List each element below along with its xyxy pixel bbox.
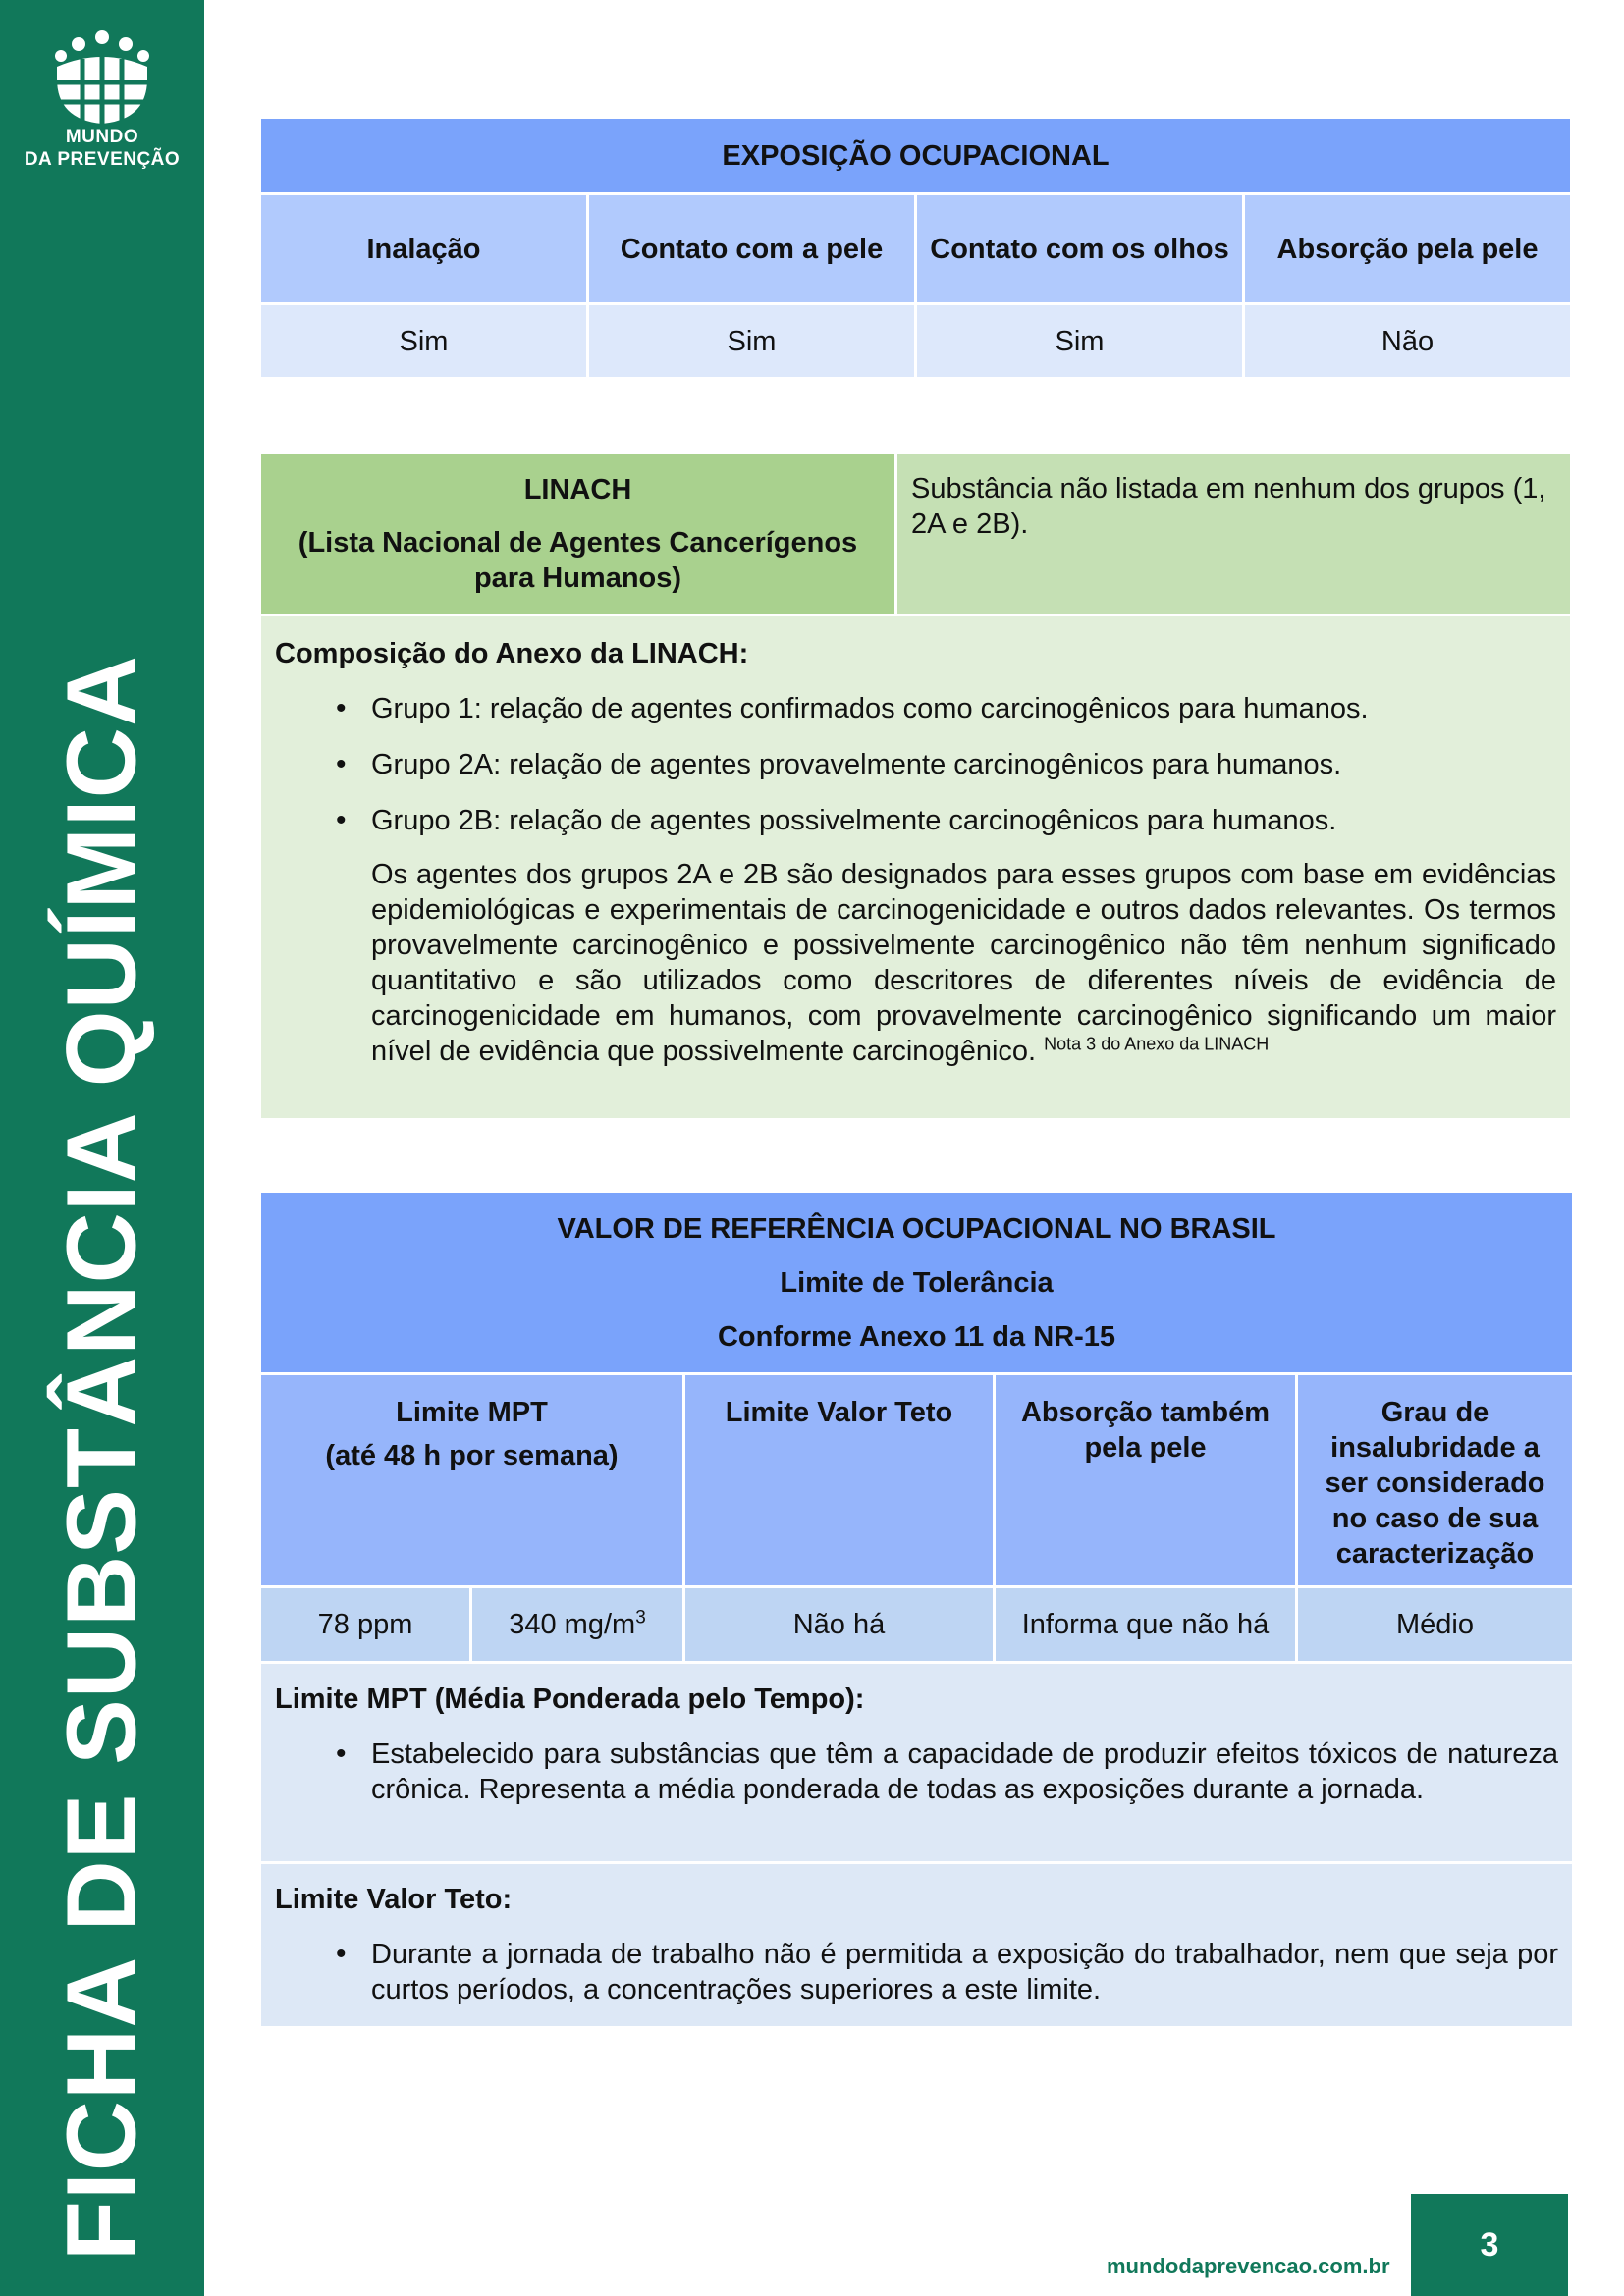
linach-status: Substância não listada em nenhum dos grupos (1, 2A e 2B). — [896, 453, 1572, 615]
linach-title-cell — [260, 453, 896, 615]
exposure-table — [258, 116, 1573, 380]
sidebar — [0, 0, 204, 2296]
vertical-title: FICHA DE SUBSTÂNCIA QUÍMICA — [46, 654, 157, 2262]
oel-mpt-definition — [260, 1663, 1574, 1863]
linach-paragraph — [275, 857, 1556, 1069]
oel-subtitle-1: Limite de Tolerância — [780, 1266, 1054, 1299]
list-item: • Estabelecido para substâncias que têm a capacidade de produzir efeitos tóxicos de natureza crônica. Representa a média ponderada de todas as exposições durante a jornada. — [275, 1736, 1558, 1807]
exposure-title: EXPOSIÇÃO OCUPACIONAL — [260, 118, 1572, 194]
linach-group-list — [275, 691, 1556, 838]
page-number: 3 — [1411, 2194, 1568, 2296]
linach-title: LINACH — [523, 473, 632, 506]
exposure-header-skin-absorption: Absorção pela pele — [1244, 194, 1572, 304]
oel-value-ppm: 78 ppm — [260, 1587, 471, 1663]
oel-ceiling-list — [275, 1937, 1558, 2007]
oel-header-mpt — [260, 1374, 684, 1587]
oel-title: VALOR DE REFERÊNCIA OCUPACIONAL NO BRASIL — [557, 1212, 1276, 1245]
exposure-value-eye-contact: Sim — [916, 304, 1244, 379]
linach-composition-title: Composição do Anexo da LINACH: — [275, 638, 749, 669]
list-item: • Durante a jornada de trabalho não é permitida a exposição do trabalhador, nem que seja por curtos períodos, a concentrações superiores a este limite. — [275, 1937, 1558, 2007]
exposure-value-skin-absorption: Não — [1244, 304, 1572, 379]
oel-subtitle-2: Conforme Anexo 11 da NR-15 — [717, 1320, 1116, 1353]
linach-composition — [260, 615, 1572, 1120]
exposure-header-eye-contact: Contato com os olhos — [916, 194, 1244, 304]
oel-header-skin-absorption: Absorção também pela pele — [995, 1374, 1297, 1587]
oel-header-mpt-line2: (até 48 h por semana) — [325, 1440, 619, 1471]
list-item: • Grupo 2A: relação de agentes provavelmente carcinogênicos para humanos. — [275, 747, 1556, 782]
oel-header-insalubrity-degree: Grau de insalubridade a ser considerado no caso de sua caracterização — [1297, 1374, 1574, 1587]
oel-value-ceiling: Não há — [684, 1587, 995, 1663]
oel-ceiling-definition-title: Limite Valor Teto: — [275, 1884, 513, 1915]
oel-value-insalubrity-degree: Médio — [1297, 1587, 1574, 1663]
oel-header-mpt-line1: Limite MPT — [396, 1397, 548, 1428]
linach-table — [258, 451, 1573, 1121]
oel-mpt-definition-title: Limite MPT (Média Ponderada pelo Tempo): — [275, 1683, 865, 1715]
oel-title-cell — [260, 1192, 1574, 1374]
oel-value-mg-exponent: 3 — [635, 1607, 646, 1629]
list-item: • Grupo 1: relação de agentes confirmados como carcinogênicos para humanos. — [275, 691, 1556, 726]
exposure-value-skin-contact: Sim — [588, 304, 916, 379]
logo — [0, 29, 204, 171]
oel-value-mg-text: 340 mg/m — [509, 1609, 636, 1640]
logo-text-line2: DA PREVENÇÃO — [24, 149, 181, 170]
logo-text-line1: MUNDO — [65, 127, 139, 147]
oel-value-skin-absorption: Informa que não há — [995, 1587, 1297, 1663]
oel-ceiling-definition — [260, 1863, 1574, 2028]
exposure-header-skin-contact: Contato com a pele — [588, 194, 916, 304]
oel-mpt-list — [275, 1736, 1558, 1807]
linach-subtitle: (Lista Nacional de Agentes Cancerígenos para Humanos) — [298, 526, 858, 594]
exposure-value-inhalation: Sim — [260, 304, 588, 379]
footer-url: mundodaprevencao.com.br — [1107, 2254, 1390, 2278]
oel-header-ceiling: Limite Valor Teto — [684, 1374, 995, 1587]
list-item: • Grupo 2B: relação de agentes possivelmente carcinogênicos para humanos. — [275, 803, 1556, 838]
linach-paragraph-text: Os agentes dos grupos 2A e 2B são designados para esses grupos com base em evidências epidemiológicas e experimentais de carcinogenicidade e outros dados relevantes. Os termos provavelmente carcinogênico e possivelmente carcinogênico não têm nenhum significado quantitativo e são utilizados como descritores de diferentes níveis de evidência de carcinogenicidade em humanos, com provavelmente carcinogênico significando um maior nível de evidência que possivelmente carcinogênico. — [371, 859, 1556, 1067]
linach-note: Nota 3 do Anexo da LINACH — [1044, 1034, 1270, 1054]
oel-table — [258, 1190, 1575, 2029]
globe-people-icon — [53, 29, 151, 126]
oel-value-mg — [471, 1587, 684, 1663]
exposure-header-inhalation: Inalação — [260, 194, 588, 304]
